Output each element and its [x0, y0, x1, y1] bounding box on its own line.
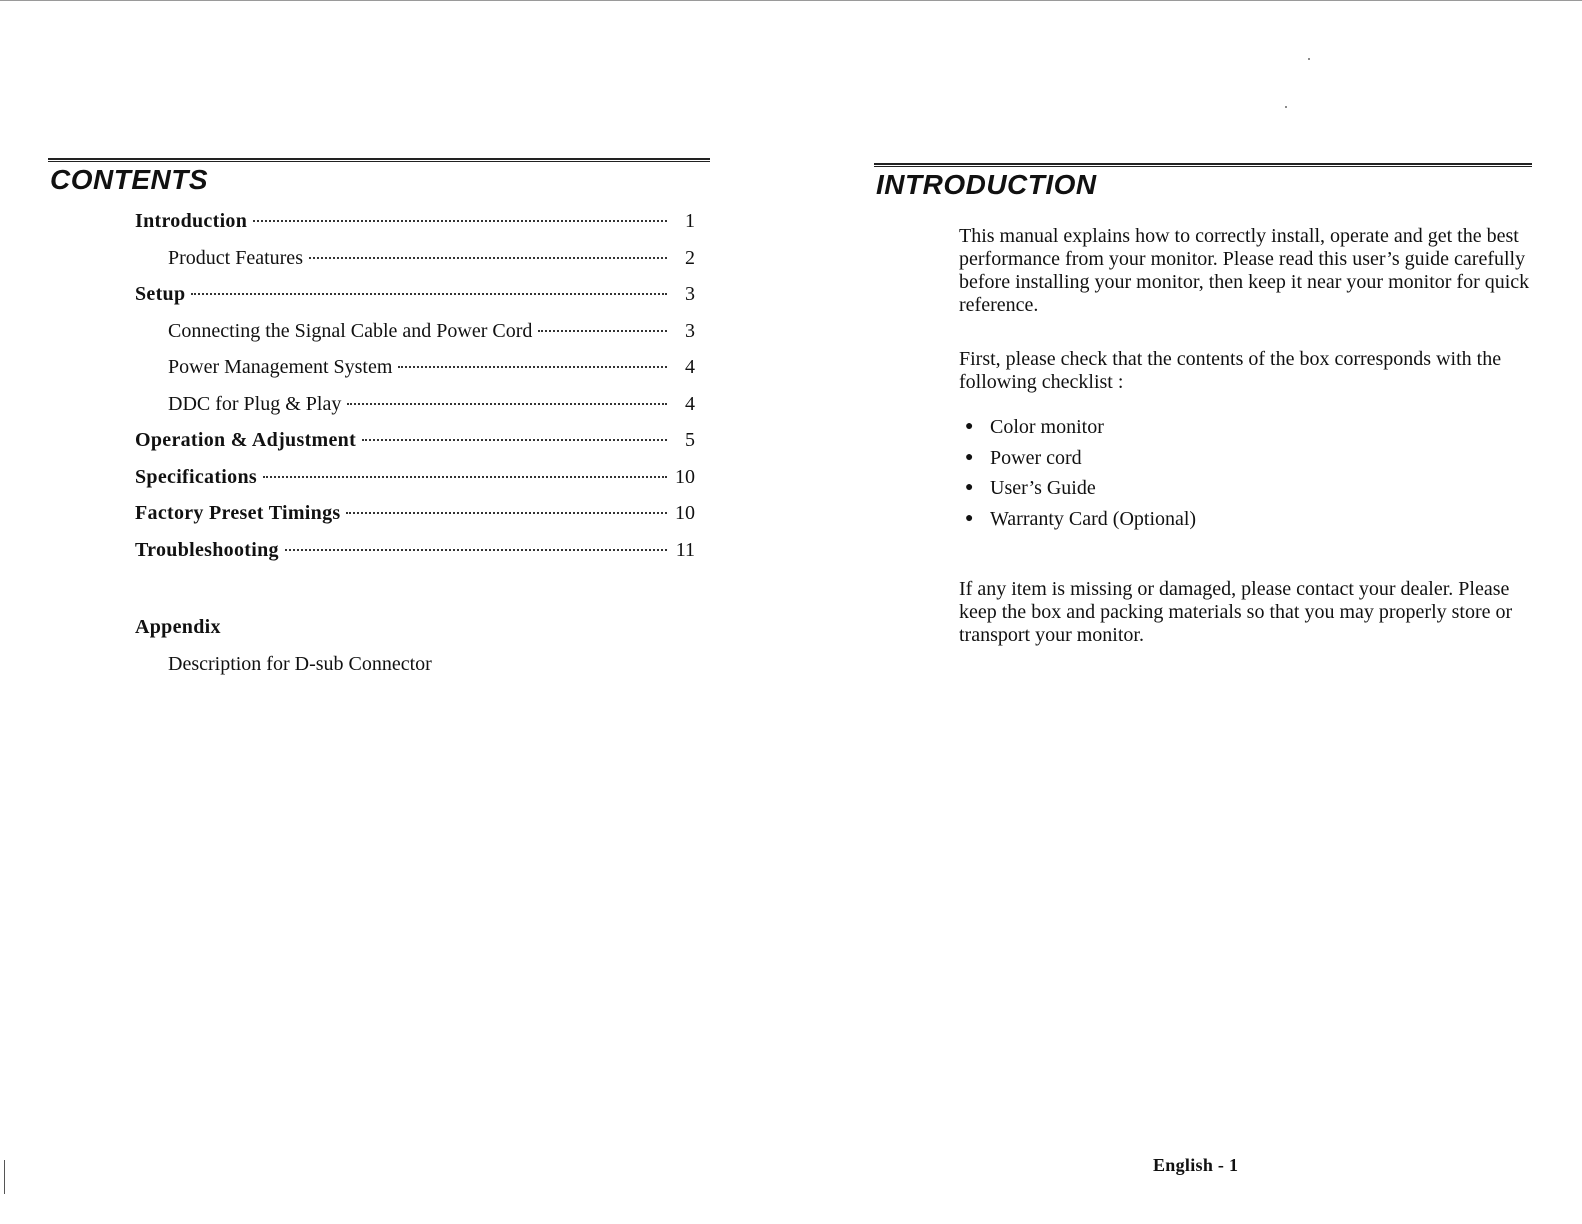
intro-paragraph: This manual explains how to correctly install, operate and get the best performance from your monitor. Please read this user’s guide carefully before installing your monitor, then keep it near your monitor for quick reference.	[959, 225, 1530, 316]
toc-page-number: 3	[685, 283, 695, 305]
toc-page-number: 4	[685, 392, 695, 415]
toc-entry	[135, 539, 695, 576]
box-contents-checklist	[965, 416, 1196, 538]
toc-page-number: 4	[685, 356, 695, 378]
toc-page-number: 11	[675, 538, 695, 561]
toc-entry-title: Introduction	[135, 210, 248, 232]
toc-page-number: 10	[675, 502, 695, 524]
toc-entry-title: DDC for Plug & Play	[168, 392, 342, 415]
heading-rule	[48, 158, 710, 162]
toc-entry-title: Product Features	[168, 246, 303, 269]
dot-leader	[191, 293, 667, 295]
toc-entry-title: Specifications	[135, 465, 257, 488]
bullet-icon: ●	[965, 449, 974, 465]
dot-leader	[263, 476, 667, 478]
checklist-item-label: Warranty Card (Optional)	[990, 507, 1197, 530]
toc-entry	[135, 393, 695, 430]
toc-entry	[135, 210, 695, 247]
missing-items-paragraph: If any item is missing or damaged, please contact your dealer. Please keep the box and packing materials so that you may properly store or transport your monitor.	[959, 578, 1513, 646]
toc-entry	[135, 320, 695, 357]
toc-entry	[135, 283, 695, 320]
checklist-item-label: Color monitor	[990, 416, 1104, 438]
toc-entry-title: Operation & Adjustment	[135, 429, 357, 451]
checklist-item	[965, 416, 1196, 447]
checklist-item	[965, 447, 1196, 478]
dot-leader	[347, 403, 667, 405]
toc-entry-title: Power Management System	[168, 356, 393, 378]
toc-page-number: 10	[675, 465, 695, 488]
toc-page-number: 2	[685, 246, 695, 269]
toc-entry	[135, 502, 695, 539]
toc-entry	[135, 356, 695, 393]
dot-leader	[346, 512, 667, 514]
checklist-item	[965, 508, 1196, 539]
toc-page-number: 3	[685, 319, 695, 342]
toc-entry	[135, 247, 695, 284]
toc-entry	[135, 429, 695, 466]
table-of-contents	[135, 210, 695, 575]
checklist-intro-paragraph: First, please check that the contents of the box corresponds with the following checklist :	[959, 348, 1502, 393]
introduction-heading: INTRODUCTION	[876, 169, 1097, 200]
appendix-item: Description for D-sub Connector	[168, 653, 432, 675]
contents-heading: CONTENTS	[50, 164, 208, 195]
toc-entry-title: Factory Preset Timings	[135, 502, 341, 524]
dot-leader	[309, 257, 667, 259]
checklist-item	[965, 477, 1196, 508]
dot-leader	[398, 366, 667, 368]
bullet-icon: ●	[965, 419, 974, 434]
page-footer: English - 1	[1153, 1155, 1239, 1175]
toc-entry-title: Troubleshooting	[135, 538, 279, 561]
checklist-item-label: Power cord	[990, 446, 1082, 469]
heading-rule	[874, 163, 1532, 167]
dot-leader	[253, 220, 667, 222]
toc-entry	[135, 466, 695, 503]
appendix-heading: Appendix	[135, 616, 221, 638]
checklist-item-label: User’s Guide	[990, 477, 1096, 499]
toc-page-number: 5	[685, 429, 695, 451]
toc-page-number: 1	[685, 210, 695, 232]
introduction-page	[791, 0, 1582, 1224]
bullet-icon: ●	[965, 480, 974, 495]
bullet-icon: ●	[965, 510, 974, 526]
dot-leader	[285, 549, 667, 551]
dot-leader	[362, 439, 667, 441]
dot-leader	[538, 330, 667, 332]
toc-entry-title: Connecting the Signal Cable and Power Cord	[168, 319, 533, 342]
toc-entry-title: Setup	[135, 283, 186, 305]
